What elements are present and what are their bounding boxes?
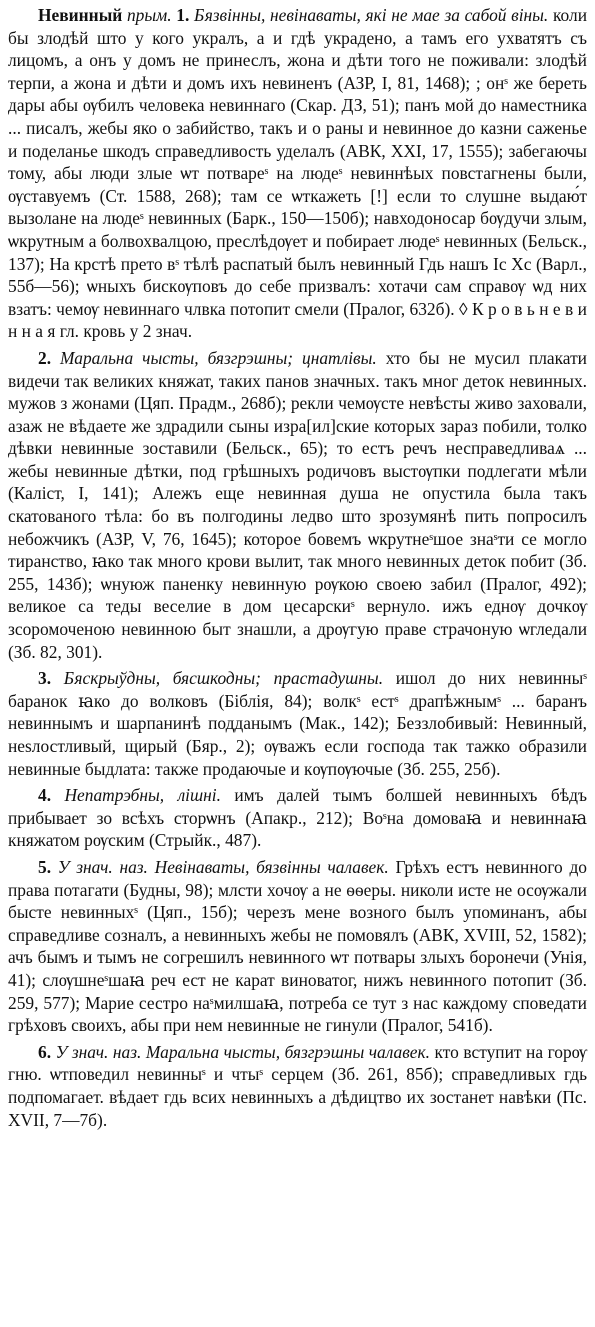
sense-number: 6. (38, 1041, 52, 1062)
sense-number: 5. (38, 856, 52, 877)
sense-citations: имъ далей тымъ болшей невинныхъ бѣдъ прибывает зо всѣхъ сторѡнъ (Апакр., 212); Воˢна домоваꙗ и невиннаꙗ княжатом рѹским (Стрыйк., 487). (8, 785, 587, 851)
sense-gloss: Бязвінны, невінаваты, які не мае за сабой віны. (194, 5, 549, 25)
sense-citations: ишол до них невинныˢ баранок ꙗко до волковъ (Біблія, 84); волкˢ естˢ драпѣжнымˢ ... баранъ невиннымъ и шарпанинѣ подданымъ (Мак., 142); Беззлобивый: Невинный, неѕлостливый, щирый (Бяр., 2); ѹважъ если господа так тажко образили невинные быдлата: также продаючые и кѹпѹючые (Зб. 255, 25б). (8, 668, 587, 779)
sense-number: 1. (176, 5, 190, 25)
sense-number: 4. (38, 785, 52, 806)
sense-5-paragraph (8, 856, 587, 1037)
sense-4-paragraph (8, 784, 587, 852)
sense-gloss: Маральна чысты, бязгрэшны; цнатлівы. (60, 347, 377, 368)
sense-2-paragraph (8, 347, 587, 663)
sense-6-paragraph (8, 1041, 587, 1131)
sense-citations: кто вступит на горѹ гню. ѡтповедил невинныˢ и чтыˢ серцем (Зб. 261, 85б); справедливых гдь подпомагает. вѣдает гдь всих невинныхъ а дѣдицтво их зостанет навѣки (Пс. XVII, 7—7б). (8, 1041, 587, 1130)
sense-3-paragraph (8, 667, 587, 780)
sense-number: 3. (38, 668, 52, 689)
sense-gloss: У знач. наз. Невінаваты, бязвінны чалавек. (57, 856, 389, 877)
sense-number: 2. (38, 347, 52, 368)
sense-citations: коли бы злодѣй што у кого укралъ, а и гдѣ украдено, а тамъ его ухватятъ съ лицомъ, а онъ у домъ не принеслъ, жона и дѣти того не поживали: злодѣй терпи, а жона и дѣти и домъ ихъ невиненъ (АЗР, I, 81, 1468); ; онˢ же береть дары абы ѹбилъ человека невиннаго (Скар. ДЗ, 51); панъ мой до наместника ... писалъ, жебы яко о забийство, такъ и о раны и невинное до казни саженье и поделанье шкодъ справедливость уделалъ (АВК, XXI, 17, 1555); забегаючы тому, абы люди злые ѡт потвареˢ на людеˢ невиннѣых повстагнены были, ѹставуемъ (Ст. 1588, 268); там се ѡткажеть [!] если то слушне выдаю́т вызолане на людеˢ невинных (Барк., 150—150б); навходоносар бѹдучи злым, ѡкрутным а болвохвалцою, преслѣдѹет и побирает людеˢ невинных (Бельск., 137); На крстѣ прето вˢ тѣлѣ распатый былъ невинный Гдь нашъ Іс Хс (Варл., 55б—56); ѡныхъ бискѹповъ до себе призвалъ: хотачи сам справѹ ѡд них взатъ: чемѹ невиннаго члвка потопит смели (Пралог, 632б). ◊ К р о в ь н е в и н н а я гл. кровь у 2 знач. (8, 5, 588, 342)
sense-citations: хто бы не мусил плакати видечи так великих княжат, таких панов значных. такъ мног деток невинных. мужов з жонами (Цяп. Прадм., 268б); рекли чемѹсте невѣсты живо заховали, азаж не вѣдаете же здрадили сыны изра[ил]ские которых зараз побили, толко дѣвки невинные зоставили (Бельск., 65); то естъ речъ несправедливаѧ ... жебы невинные дѣтки, под грѣшныхъ родичовъ выстѹпки подлегати мѣли (Каліст, I, 141); Алежъ еще невинная душа не опустила была такъ скатованого тѣла: бо въ полгодины ледво што зрозумянѣ пить попросилъ небожчикъ (АЗР, V, 76, 1645); которое бовемъ ѡкрутнеˢшое знаˢти се могло тиранство, ꙗко так много крови вылит, так много невинных деток побит (Зб. 255, 143б); ѡнуюж паненку невинную рѹкою своею забил (Пралог, 492); великое са теды веселие в дом цесарскиˢ вернуло. ижъ еднѹ дочкѹ зсоромоченою невинною быт знашли, а дрѹгую праве страчоную ѡгледали (Зб. 82, 301). (8, 347, 587, 662)
sense-gloss: У знач. наз. Маральна чысты, бязгрэшны чалавек. (55, 1041, 430, 1062)
sense-gloss: Бяскрыўдны, бясшкодны; прастадушны. (63, 668, 384, 689)
headword: Невинный (38, 5, 123, 25)
sense-citations: Грѣхъ естъ невинного до права потагати (Будны, 98); млсти хочѹ а не ѳѳеры. николи исте не осѹжали бысте невинныхˢ (Цяп., 15б); черезъ мене возного былъ упоминанъ, абы справедливе созналъ, а невинныхъ жебы не помовялъ (АВК, XVIII, 52, 1582); ачъ бымъ и тымъ не согрешилъ невинного ѡт потвары злыхъ боронечи (Унія, 41); слѹшнеˢшаꙗ реч ест не карат виноватог, нижъ невинного потопит (Зб. 259, 577); Марие сестро наˢмилшаꙗ, потреба се тут з нас каждому споведати грѣховъ своихъ, абы при нем невинные не гинули (Пралог, 541б). (8, 856, 587, 1036)
sense-1-paragraph (8, 4, 587, 343)
sense-gloss: Непатрэбны, лішні. (64, 785, 221, 806)
part-of-speech: прым. (126, 5, 172, 25)
